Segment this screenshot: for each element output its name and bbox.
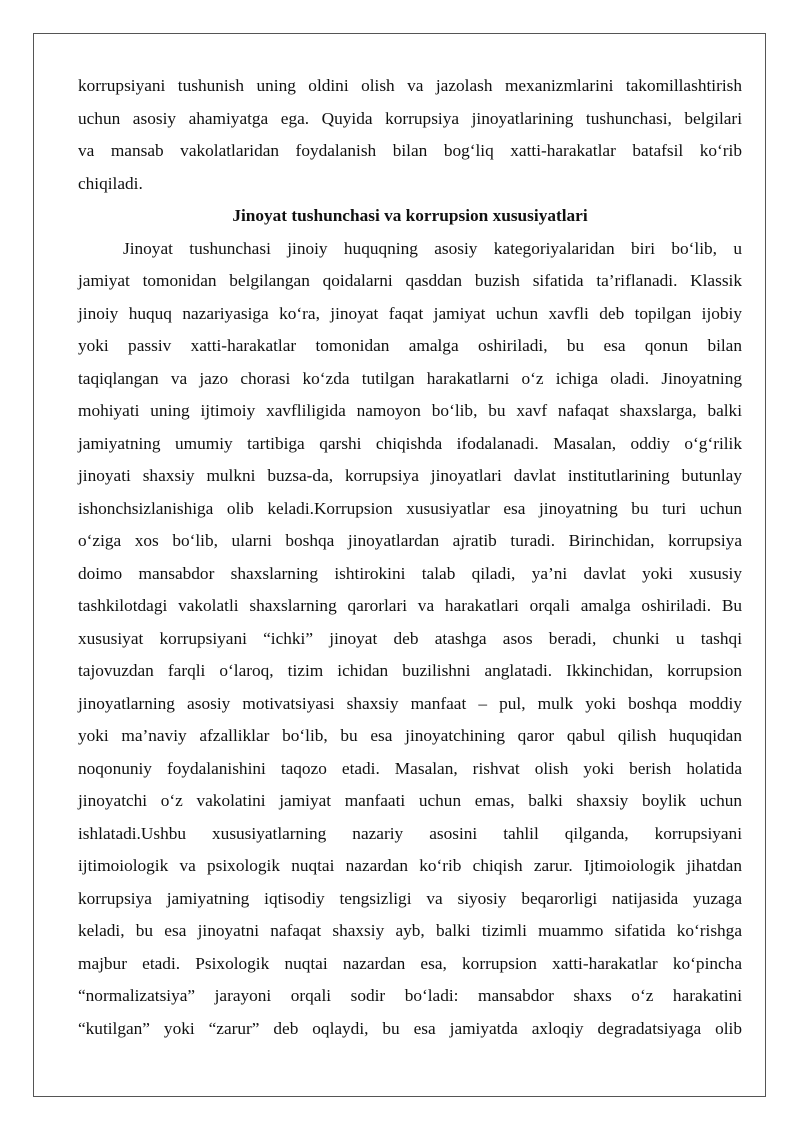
text-line: tajovuzdan farqli o‘laroq, tizim ichidan buzilishni anglatadi. Ikkinchidan, korrupsion xyxy=(78,661,742,680)
text-line: taqiqlangan va jazo chorasi ko‘zda tutilgan harakatlarni o‘z ichiga oladi. Jinoyatning xyxy=(78,368,742,388)
text-line: yoki passiv xatti-harakatlar tomonidan amalga oshiriladi, bu esa qonun bilan xyxy=(78,336,742,355)
text-line: doimo mansabdor shaxslarning ishtirokini talab qiladi, ya’ni davlat yoki xususiy xyxy=(78,563,742,583)
intro-paragraph xyxy=(78,70,742,200)
text-line: xususiyat korrupsiyani “ichki” jinoyat deb atashga asos beradi, chunki u tashqi xyxy=(78,628,742,648)
text-line: uchun asosiy ahamiyatga ega. Quyida korrupsiya jinoyatlarining tushunchasi, belgilari xyxy=(78,108,742,128)
text-line: jinoiy huquq nazariyasiga ko‘ra, jinoyat faqat jamiyat uchun xavfli deb topilgan ijobiy xyxy=(78,303,742,323)
document-body xyxy=(78,70,742,1045)
text-line: “kutilgan” yoki “zarur” deb oqlaydi, bu esa jamiyatda axloqiy degradatsiyaga olib xyxy=(78,1018,742,1038)
text-line: ishlatadi.Ushbu xususiyatlarning nazariy asosini tahlil qilganda, korrupsiyani xyxy=(78,823,742,843)
text-line: noqonuniy foydalanishini taqozo etadi. Masalan, rishvat olish yoki berish holatida xyxy=(78,758,742,778)
text-line: jamiyatning umumiy tartibiga qarshi chiqishda ifodalanadi. Masalan, oddiy o‘g‘rilik xyxy=(78,433,742,453)
text-line: chiqiladi. xyxy=(78,173,143,193)
section-heading: Jinoyat tushunchasi va korrupsion xususiyatlari xyxy=(232,206,588,225)
text-line: o‘ziga xos bo‘lib, ularni boshqa jinoyatlardan ajratib turadi. Birinchidan, korrupsiya xyxy=(78,531,742,550)
text-line: ishonchsizlanishiga olib keladi.Korrupsion xususiyatlar esa jinoyatning bu turi uchun xyxy=(78,498,742,518)
text-line: jinoyatchi o‘z vakolatini jamiyat manfaati uchun emas, balki shaxsiy boylik uchun xyxy=(78,791,742,810)
text-line: korrupsiya jamiyatning iqtisodiy tengsizligi va siyosiy beqarorligi natijasida yuzaga xyxy=(78,888,742,908)
text-line: jamiyat tomonidan belgilangan qoidalarni qasddan buzish sifatida ta’riflanadi. Klassik xyxy=(78,271,742,290)
text-line: tashkilotdagi vakolatli shaxslarning qarorlari va harakatlari orqali amalga oshiriladi. Bu xyxy=(78,596,742,615)
text-line: mohiyati uning ijtimoiy xavfliligida namoyon bo‘lib, bu xavf nafaqat shaxslarga, balki xyxy=(78,401,742,420)
text-line: majbur etadi. Psixologik nuqtai nazardan esa, korrupsion xatti-harakatlar ko‘pincha xyxy=(78,953,742,973)
body-paragraph xyxy=(78,233,742,1046)
text-line: va mansab vakolatlaridan foydalanish bilan bog‘liq xatti-harakatlar batafsil ko‘rib xyxy=(78,141,742,160)
text-line: ijtimoiologik va psixologik nuqtai nazardan ko‘rib chiqish zarur. Ijtimoiologik jihatdan xyxy=(78,856,742,875)
text-line: korrupsiyani tushunish uning oldini olish va jazolash mexanizmlarini takomillashtirish xyxy=(78,76,742,95)
text-line: Jinoyat tushunchasi jinoiy huquqning asosiy kategoriyalaridan biri bo‘lib, u xyxy=(123,238,742,258)
text-line: jinoyatlarning asosiy motivatsiyasi shaxsiy manfaat – pul, mulk yoki boshqa moddiy xyxy=(78,693,742,713)
text-line: yoki ma’naviy afzalliklar bo‘lib, bu esa jinoyatchining qaror qabul qilish huquqidan xyxy=(78,726,742,745)
text-line: keladi, bu esa jinoyatni nafaqat shaxsiy ayb, balki tizimli muammo sifatida ko‘rishga xyxy=(78,921,742,940)
text-line: “normalizatsiya” jarayoni orqali sodir bo‘ladi: mansabdor shaxs o‘z harakatini xyxy=(78,986,742,1005)
text-line: jinoyati shaxsiy mulkni buzsa-da, korrupsiya jinoyatlari davlat institutlarining butunlay xyxy=(78,466,742,485)
